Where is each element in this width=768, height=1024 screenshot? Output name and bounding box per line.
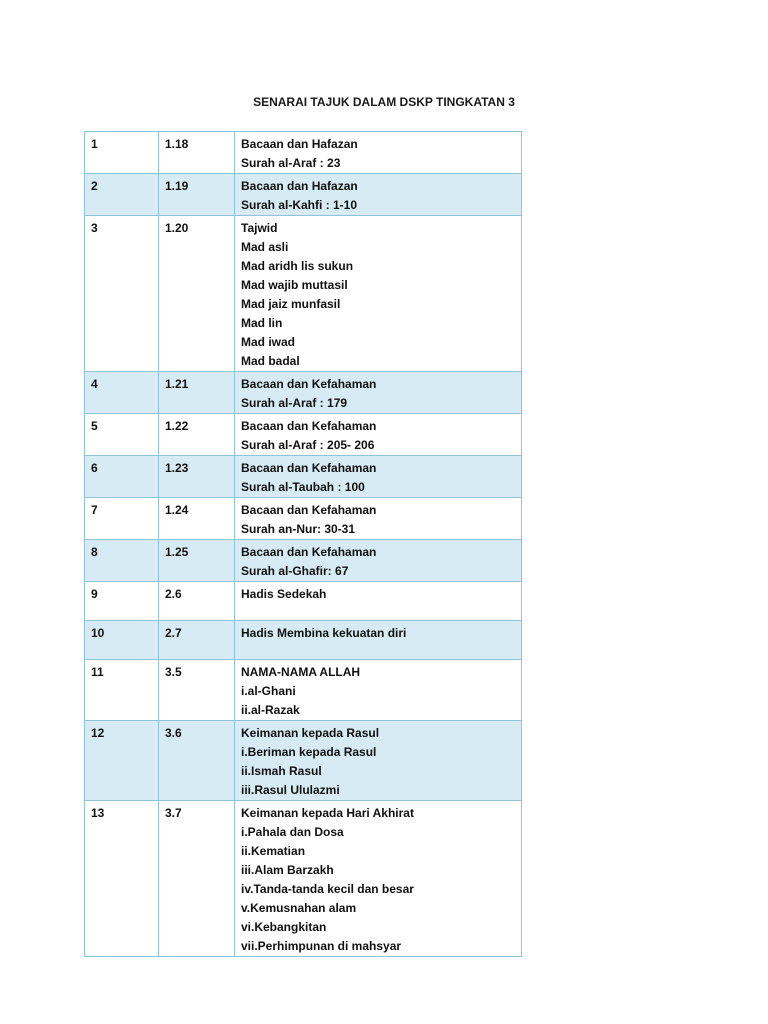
table-row [85, 372, 522, 414]
topic-code: 1.20 [159, 216, 235, 372]
table-row [85, 540, 522, 582]
topic-line: ii.Kematian [241, 844, 306, 858]
row-number: 13 [85, 801, 159, 957]
page-title: SENARAI TAJUK DALAM DSKP TINGKATAN 3 [253, 95, 515, 109]
topic-line: Mad aridh lis sukun [241, 259, 354, 273]
topic-line: NAMA-NAMA ALLAH [241, 665, 361, 679]
topic-line: Surah al-Araf : 179 [241, 396, 348, 410]
topic-line: i.Beriman kepada Rasul [241, 745, 377, 759]
row-number: 8 [85, 540, 159, 582]
topic-code: 3.5 [159, 660, 235, 721]
topic-line: Bacaan dan Kefahaman [241, 377, 377, 391]
topic-line: Surah al-Araf : 205- 206 [241, 438, 375, 452]
topic-line: Bacaan dan Kefahaman [241, 545, 377, 559]
table-row [85, 801, 522, 957]
topic-line: Hadis Membina kekuatan diri [241, 626, 407, 640]
topic-code: 1.24 [159, 498, 235, 540]
topic-line: iii.Alam Barzakh [241, 863, 334, 877]
topic-code: 3.6 [159, 721, 235, 801]
topic-line: iii.Rasul Ululazmi [241, 783, 340, 797]
row-number: 1 [85, 132, 159, 174]
topic-cell [235, 174, 522, 216]
table-row [85, 174, 522, 216]
topic-line: Surah al-Araf : 23 [241, 156, 341, 170]
topic-cell [235, 132, 522, 174]
topic-line: Mad lin [241, 316, 283, 330]
topic-line: Mad iwad [241, 335, 296, 349]
row-number: 5 [85, 414, 159, 456]
table-row [85, 621, 522, 660]
topic-code: 1.18 [159, 132, 235, 174]
row-number: 9 [85, 582, 159, 621]
topic-line: Surah al-Kahfi : 1-10 [241, 198, 358, 212]
topic-line: Surah al-Taubah : 100 [241, 480, 365, 494]
row-number: 4 [85, 372, 159, 414]
topic-line: Keimanan kepada Hari Akhirat [241, 806, 414, 820]
topic-cell [235, 660, 522, 721]
topic-cell [235, 540, 522, 582]
topic-cell [235, 414, 522, 456]
topic-code: 2.6 [159, 582, 235, 621]
row-number: 11 [85, 660, 159, 721]
topic-line: ii.al-Razak [241, 703, 300, 717]
topic-line: v.Kemusnahan alam [241, 901, 357, 915]
topic-code: 1.23 [159, 456, 235, 498]
topic-cell [235, 801, 522, 957]
topic-line: i.Pahala dan Dosa [241, 825, 344, 839]
table-row [85, 414, 522, 456]
table-row [85, 660, 522, 721]
row-number: 12 [85, 721, 159, 801]
topic-cell [235, 721, 522, 801]
topic-line: Surah an-Nur: 30-31 [241, 522, 356, 536]
table-row [85, 456, 522, 498]
topic-line: Bacaan dan Hafazan [241, 137, 358, 151]
table-row [85, 132, 522, 174]
topic-code: 1.22 [159, 414, 235, 456]
topic-line: Bacaan dan Kefahaman [241, 419, 377, 433]
topic-code: 1.21 [159, 372, 235, 414]
topics-table [84, 131, 522, 957]
topic-line: i.al-Ghani [241, 684, 296, 698]
row-number: 6 [85, 456, 159, 498]
topic-line: vi.Kebangkitan [241, 920, 327, 934]
topic-code: 3.7 [159, 801, 235, 957]
topic-line: iv.Tanda-tanda kecil dan besar [241, 882, 414, 896]
topic-cell [235, 621, 522, 660]
row-number: 10 [85, 621, 159, 660]
topic-line: Mad asli [241, 240, 289, 254]
table-row [85, 498, 522, 540]
topic-line: Bacaan dan Hafazan [241, 179, 358, 193]
row-number: 2 [85, 174, 159, 216]
topic-cell [235, 582, 522, 621]
topic-line: Mad badal [241, 354, 300, 368]
topics-table-body [85, 132, 522, 957]
topic-line: Mad jaiz munfasil [241, 297, 341, 311]
topic-line: Bacaan dan Kefahaman [241, 503, 377, 517]
row-number: 7 [85, 498, 159, 540]
topic-line: Bacaan dan Kefahaman [241, 461, 377, 475]
topic-cell [235, 372, 522, 414]
topic-code: 2.7 [159, 621, 235, 660]
topic-line: ii.Ismah Rasul [241, 764, 322, 778]
table-row [85, 721, 522, 801]
topic-line: Hadis Sedekah [241, 587, 327, 601]
topic-line: Mad wajib muttasil [241, 278, 348, 292]
topic-cell [235, 498, 522, 540]
table-row [85, 582, 522, 621]
topic-line: Tajwid [241, 221, 278, 235]
table-row [85, 216, 522, 372]
row-number: 3 [85, 216, 159, 372]
topic-cell [235, 456, 522, 498]
topic-line: vii.Perhimpunan di mahsyar [241, 939, 402, 953]
topic-line: Surah al-Ghafir: 67 [241, 564, 349, 578]
topic-code: 1.25 [159, 540, 235, 582]
topic-code: 1.19 [159, 174, 235, 216]
topic-line: Keimanan kepada Rasul [241, 726, 380, 740]
topic-cell [235, 216, 522, 372]
